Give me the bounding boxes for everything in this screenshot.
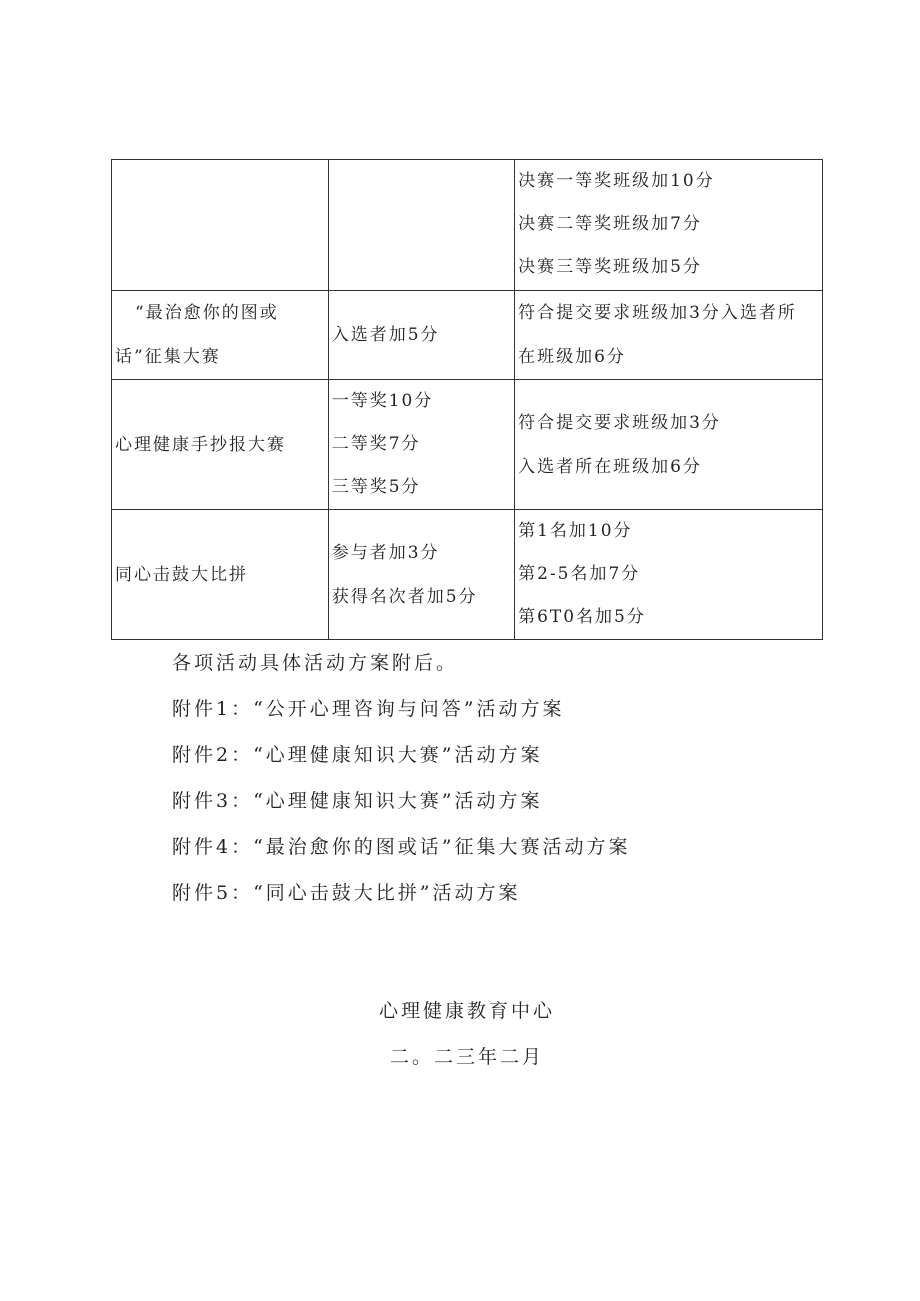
attachment-item: 附件4：“最治愈你的图或话”征集大赛活动方案 (172, 836, 631, 858)
cell-line: 第1名加10分 (518, 521, 633, 541)
cell-line: 二等奖7分 (331, 434, 421, 454)
cell-line: 同心击鼓大比拼 (115, 564, 248, 585)
cell-line: 参与者加3分 (331, 542, 440, 563)
signature-date: 二。二三年二月 (389, 1046, 544, 1068)
cell-line: 获得名次者加5分 (331, 586, 478, 607)
signature-organization: 心理健康教育中心 (378, 1000, 555, 1022)
cell-line: 话”征集大赛 (115, 347, 221, 367)
intro-paragraph: 各项活动具体活动方案附后。 (172, 652, 459, 674)
cell-line: 决赛二等奖班级加7分 (518, 214, 702, 234)
class-score-cell (515, 160, 823, 291)
attachment-item: 附件5：“同心击鼓大比拼”活动方案 (172, 882, 521, 904)
cell-line: 决赛三等奖班级加5分 (518, 257, 702, 277)
class-score-cell (515, 510, 823, 640)
cell-line: 入选者加5分 (331, 325, 440, 345)
cell-line: 第6T0名加5分 (518, 607, 646, 627)
cell-line: 在班级加6分 (518, 347, 626, 367)
cell-line: 符合提交要求班级加3分入选者所 (518, 303, 797, 323)
class-score-cell (515, 380, 823, 510)
activity-cell (112, 380, 329, 510)
individual-score-cell (328, 291, 514, 380)
cell-line: 符合提交要求班级加3分 (518, 412, 721, 433)
scoring-table (111, 159, 823, 640)
individual-score-cell (328, 510, 514, 640)
cell-line: 一等奖10分 (331, 391, 434, 411)
table-row (112, 160, 823, 291)
table-row (112, 510, 823, 640)
cell-line: “最治愈你的图或 (135, 303, 279, 323)
activity-cell (112, 291, 329, 380)
cell-line: 心理健康手抄报大赛 (115, 434, 286, 455)
attachment-item: 附件3：“心理健康知识大赛”活动方案 (172, 790, 543, 812)
class-score-cell (515, 291, 823, 380)
attachment-item: 附件1：“公开心理咨询与问答”活动方案 (172, 698, 565, 720)
cell-line: 决赛一等奖班级加10分 (518, 171, 715, 191)
cell-line: 第2-5名加7分 (518, 564, 641, 584)
attachment-item: 附件2：“心理健康知识大赛”活动方案 (172, 744, 543, 766)
table-row (112, 291, 823, 380)
table-row (112, 380, 823, 510)
cell-line: 入选者所在班级加6分 (518, 456, 702, 477)
activity-cell (112, 510, 329, 640)
individual-score-cell (328, 160, 514, 291)
activity-cell (112, 160, 329, 291)
cell-line: 三等奖5分 (331, 477, 421, 497)
attachments-section (172, 640, 631, 916)
individual-score-cell (328, 380, 514, 510)
